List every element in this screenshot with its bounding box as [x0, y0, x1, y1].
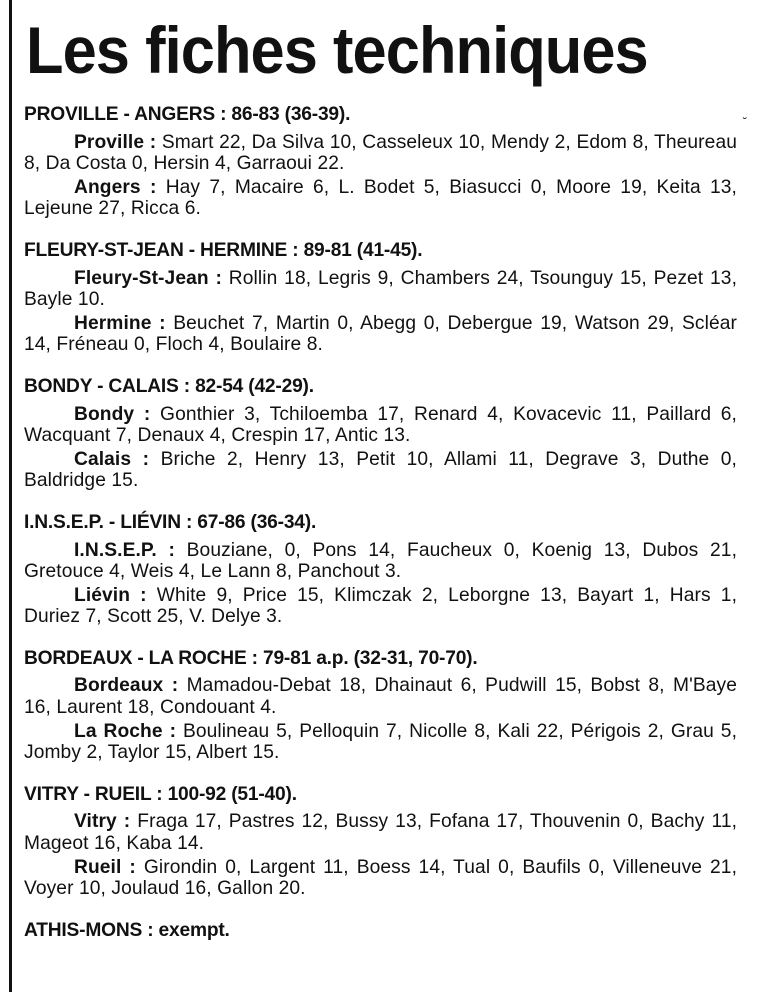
- team-players: Briche 2, Henry 13, Petit 10, Allami 11, Degrave 3, Duthe 0, Baldridge 15.: [24, 448, 737, 492]
- team-lineup: [24, 540, 737, 583]
- team-lineup: [24, 404, 737, 447]
- team-players: Rollin 18, Legris 9, Chambers 24, Tsounguy 15, Pezet 13, Bayle 10.: [24, 267, 738, 311]
- exempt-note: ATHIS-MONS : exempt.: [24, 919, 230, 941]
- team-players: Mamadou-Debat 18, Dhainaut 6, Pudwill 15, Bobst 8, M'Baye 16, Laurent 18, Condouant 4.: [24, 675, 737, 719]
- team-lineup: [24, 811, 737, 854]
- team-players: Boulineau 5, Pelloquin 7, Nicolle 8, Kali 22, Périgois 2, Grau 5, Jomby 2, Taylor 15, Albert 15.: [24, 720, 737, 764]
- team-name: Proville :: [74, 131, 157, 153]
- team-lineup: [24, 675, 737, 718]
- match-block: [24, 648, 737, 764]
- match-heading: PROVILLE - ANGERS : 86-83 (36-39).: [24, 104, 351, 125]
- team-players: Girondin 0, Largent 11, Boess 14, Tual 0, Baufils 0, Villeneuve 21, Voyer 10, Joulaud 16, Gallon 20.: [24, 856, 737, 900]
- team-name: La Roche :: [74, 720, 177, 742]
- team-lineup: [24, 177, 737, 220]
- team-name: Hermine :: [74, 312, 166, 334]
- match-block: [24, 240, 737, 356]
- match-heading: BORDEAUX - LA ROCHE : 79-81 a.p. (32-31, 70-70).: [24, 647, 478, 669]
- match-sheets: [24, 104, 737, 947]
- team-lineup: [24, 585, 737, 628]
- team-name: Angers :: [74, 176, 157, 198]
- team-lineup: [24, 313, 737, 356]
- team-lineup: [24, 132, 737, 175]
- match-block: [24, 104, 737, 220]
- team-name: Bondy :: [74, 403, 151, 425]
- team-players: White 9, Price 15, Klimczak 2, Leborgne 13, Bayart 1, Hars 1, Duriez 7, Scott 25, V. Delye 3.: [24, 584, 737, 628]
- team-lineup: [24, 268, 737, 311]
- team-players: Smart 22, Da Silva 10, Casseleux 10, Mendy 2, Edom 8, Theureau 8, Da Costa 0, Hersin 4, Garraoui 22.: [24, 131, 737, 175]
- team-name: Rueil :: [74, 856, 136, 878]
- team-name: Vitry :: [74, 811, 131, 833]
- team-name: Calais :: [74, 448, 150, 470]
- match-heading: I.N.S.E.P. - LIÉVIN : 67-86 (36-34).: [24, 511, 317, 533]
- team-players: Gonthier 3, Tchiloemba 17, Renard 4, Kovacevic 11, Paillard 6, Wacquant 7, Denaux 4, Crespin 17, Antic 13.: [24, 403, 737, 447]
- team-lineup: [24, 857, 737, 900]
- match-heading: FLEURY-ST-JEAN - HERMINE : 89-81 (41-45).: [24, 239, 423, 261]
- match-heading: VITRY - RUEIL : 100-92 (51-40).: [24, 783, 297, 805]
- team-players: Beuchet 7, Martin 0, Abegg 0, Debergue 19, Watson 29, Scléar 14, Fréneau 0, Floch 4, Boulaire 8.: [24, 312, 738, 356]
- team-name: Fleury-St-Jean :: [74, 267, 222, 289]
- match-block: [24, 512, 737, 628]
- team-players: Hay 7, Macaire 6, L. Bodet 5, Biasucci 0, Moore 19, Keita 13, Lejeune 27, Ricca 6.: [24, 176, 737, 220]
- team-players: Bouziane, 0, Pons 14, Faucheux 0, Koenig 13, Dubos 21, Gretouce 4, Weis 4, Le Lann 8, Panchout 3.: [24, 539, 737, 583]
- print-mark: ˘: [743, 115, 747, 129]
- match-heading: BONDY - CALAIS : 82-54 (42-29).: [24, 375, 314, 397]
- page-title: Les fiches techniques: [26, 13, 648, 87]
- team-lineup: [24, 449, 737, 492]
- column-rule: [9, 0, 12, 992]
- match-block: [24, 784, 737, 900]
- team-lineup: [24, 721, 737, 764]
- match-block: [24, 376, 737, 492]
- team-name: Bordeaux :: [74, 675, 179, 697]
- team-name: Liévin :: [74, 584, 147, 606]
- team-players: Fraga 17, Pastres 12, Bussy 13, Fofana 17, Thouvenin 0, Bachy 11, Mageot 16, Kaba 14.: [24, 811, 738, 855]
- team-name: I.N.S.E.P. :: [74, 539, 175, 561]
